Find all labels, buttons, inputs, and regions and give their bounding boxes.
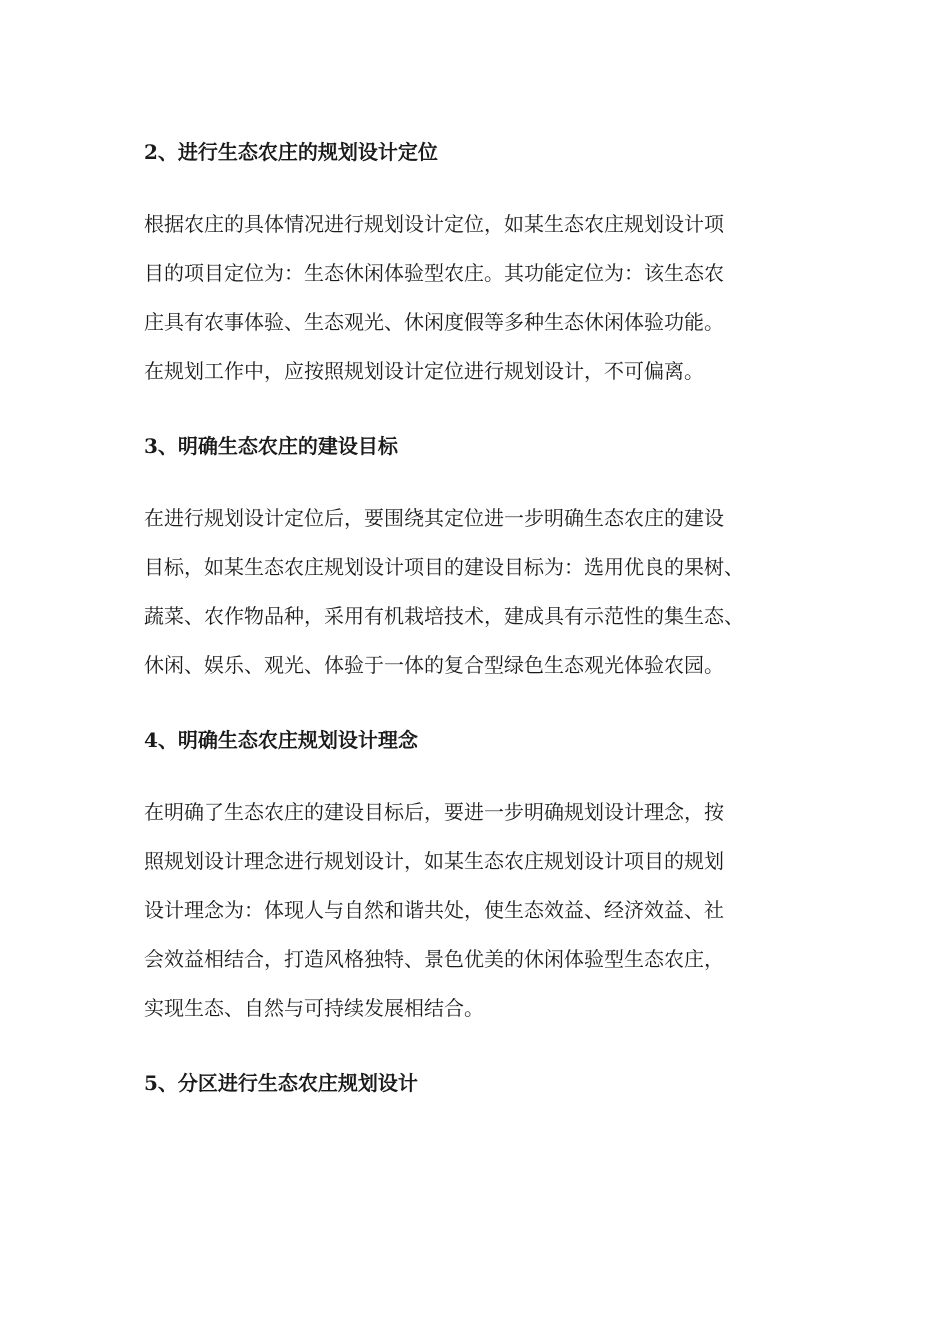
paragraph-line: 设计理念为：体现人与自然和谐共处，使生态效益、经济效益、社	[144, 898, 724, 922]
paragraph-line: 目的项目定位为：生态休闲体验型农庄。其功能定位为：该生态农	[144, 261, 724, 285]
section-heading-positioning: 2、进行生态农庄的规划设计定位	[144, 140, 438, 164]
section-heading-goals: 3、明确生态农庄的建设目标	[144, 434, 398, 458]
paragraph-line: 目标，如某生态农庄规划设计项目的建设目标为：选用优良的果树、	[144, 555, 744, 579]
paragraph-line: 会效益相结合，打造风格独特、景色优美的休闲体验型生态农庄，	[144, 947, 724, 971]
section-paragraph-concept	[144, 788, 844, 1033]
paragraph-line: 照规划设计理念进行规划设计，如某生态农庄规划设计项目的规划	[144, 849, 724, 873]
section-paragraph-positioning	[144, 200, 844, 396]
paragraph-line: 实现生态、自然与可持续发展相结合。	[144, 996, 484, 1020]
document-body	[144, 128, 844, 1107]
section-heading-concept: 4、明确生态农庄规划设计理念	[144, 728, 418, 752]
paragraph-line: 在规划工作中，应按照规划设计定位进行规划设计，不可偏离。	[144, 359, 704, 383]
paragraph-line: 在明确了生态农庄的建设目标后，要进一步明确规划设计理念，按	[144, 800, 724, 824]
paragraph-line: 休闲、娱乐、观光、体验于一体的复合型绿色生态观光体验农园。	[144, 653, 724, 677]
section-paragraph-goals	[144, 494, 844, 690]
paragraph-line: 根据农庄的具体情况进行规划设计定位，如某生态农庄规划设计项	[144, 212, 724, 236]
paragraph-line: 蔬菜、农作物品种，采用有机栽培技术，建成具有示范性的集生态、	[144, 604, 744, 628]
paragraph-line: 在进行规划设计定位后，要围绕其定位进一步明确生态农庄的建设	[144, 506, 724, 530]
paragraph-line: 庄具有农事体验、生态观光、休闲度假等多种生态休闲体验功能。	[144, 310, 724, 334]
section-heading-zoning: 5、分区进行生态农庄规划设计	[144, 1071, 418, 1095]
